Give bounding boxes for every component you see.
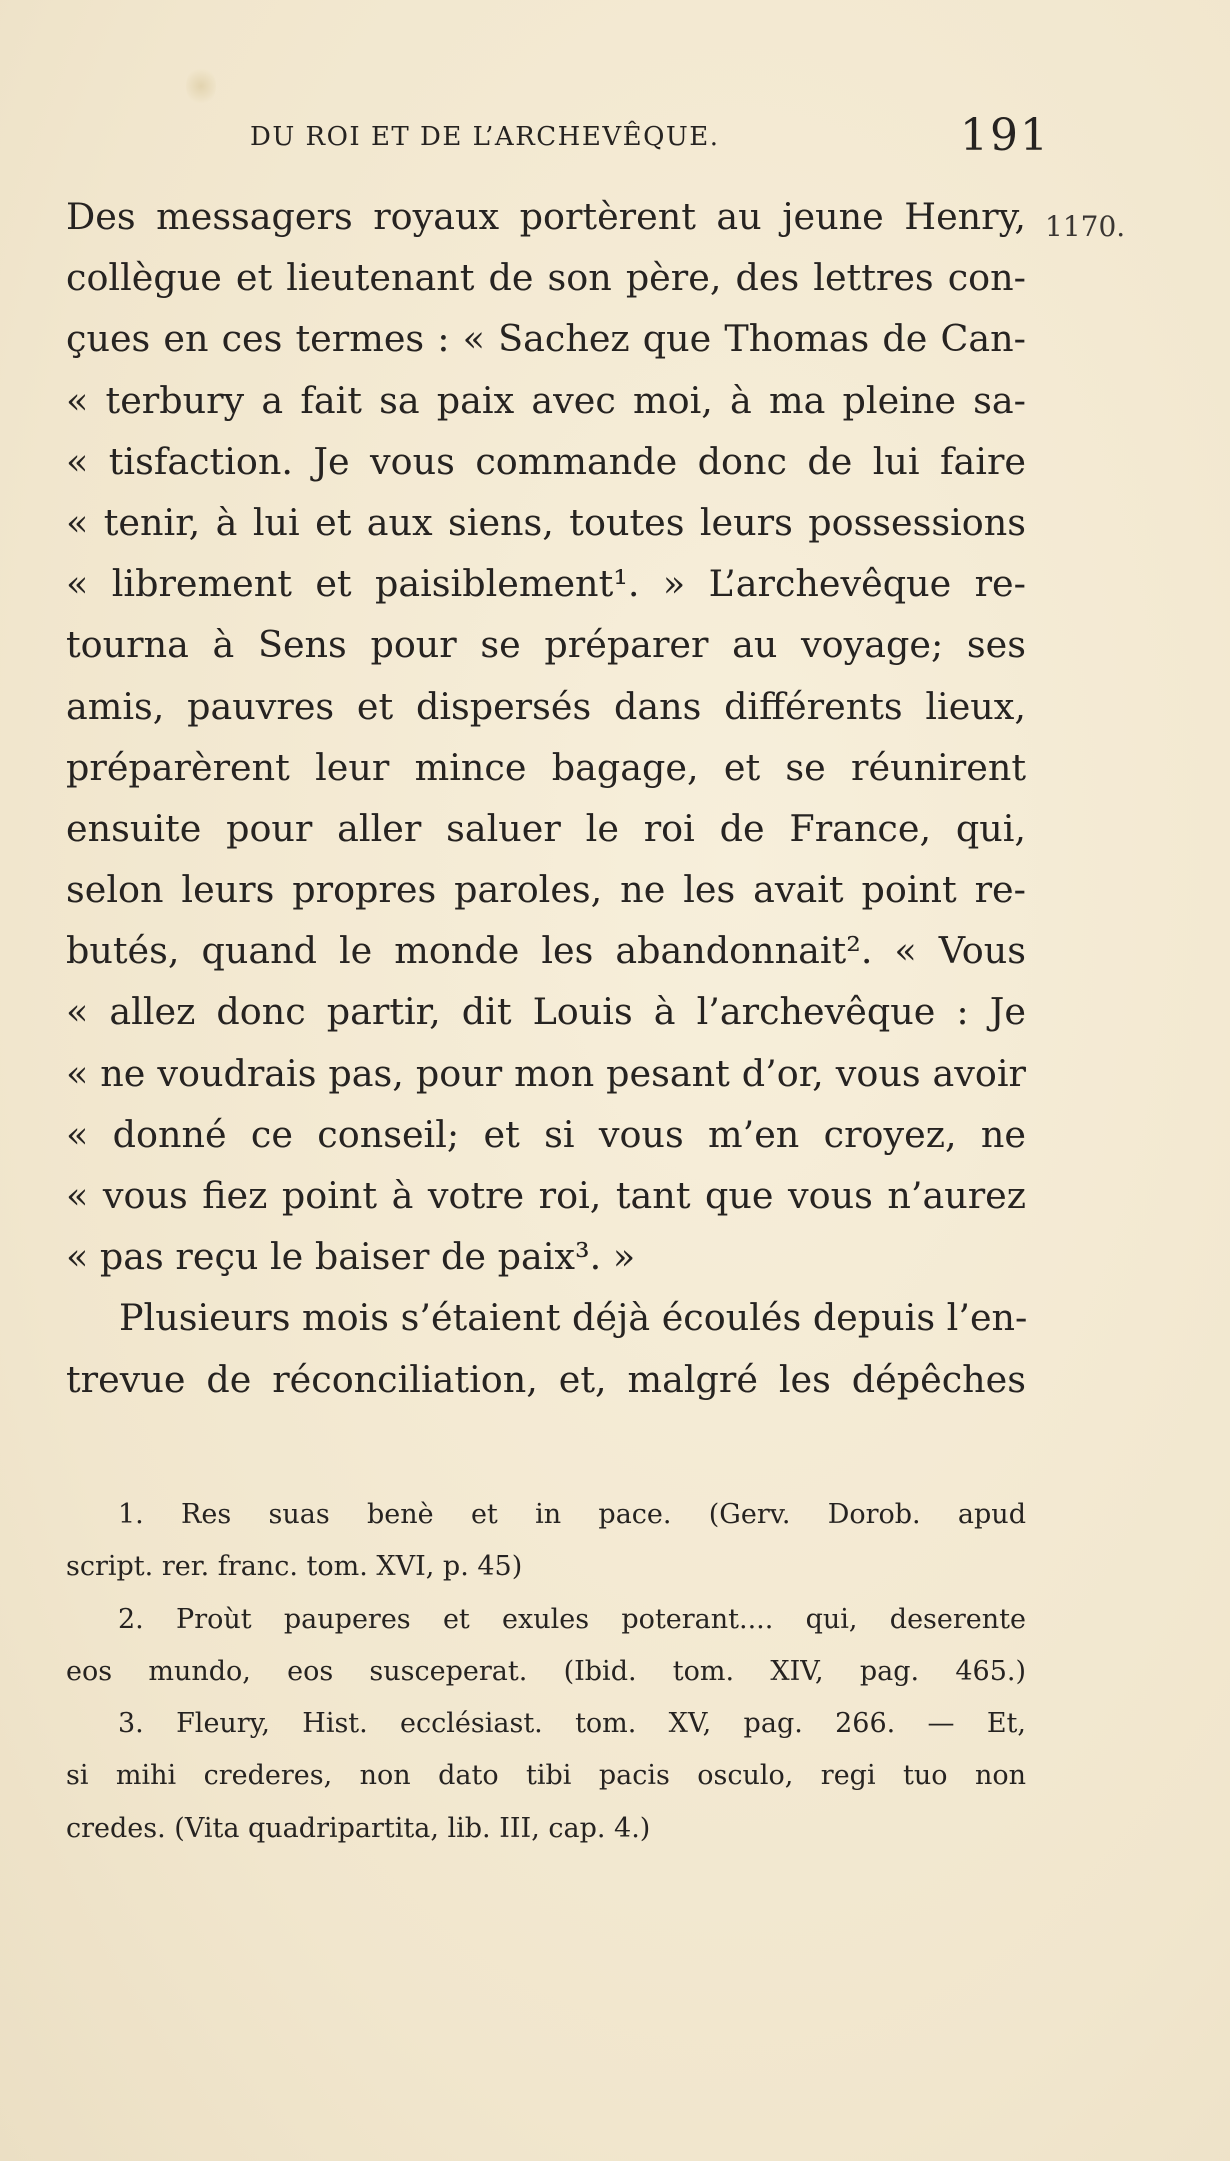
- paper-stain: [186, 66, 216, 106]
- text-line: ensuite pour aller saluer le roi de France, qui,: [66, 806, 1026, 850]
- footnote-line: si mihi crederes, non dato tibi pacis osculo, regi tuo non: [66, 1760, 1026, 1792]
- text-line: tourna à Sens pour se préparer au voyage; ses: [66, 623, 1026, 667]
- footnotes: [66, 1489, 1026, 1855]
- text-line: collègue et lieutenant de son père, des lettres con-: [66, 256, 1026, 300]
- text-line: « tenir, à lui et aux siens, toutes leurs possessions: [66, 500, 1026, 544]
- running-header: DU ROI ET DE L’ARCHEVÊQUE.: [250, 122, 720, 152]
- footnote-line: eos mundo, eos susceperat. (Ibid. tom. XIV, pag. 465.): [66, 1655, 1026, 1687]
- text-line: préparèrent leur mince bagage, et se réunirent: [66, 745, 1026, 789]
- text-line: « ne voudrais pas, pour mon pesant d’or, vous avoir: [66, 1051, 1026, 1095]
- text-line: « terbury a fait sa paix avec moi, à ma pleine sa-: [66, 378, 1026, 422]
- text-line: « librement et paisiblement¹. » L’archevêque re-: [66, 562, 1026, 606]
- text-line: « allez donc partir, dit Louis à l’archevêque : Je: [66, 990, 1026, 1034]
- text-line: « vous fiez point à votre roi, tant que vous n’aurez: [66, 1174, 1026, 1217]
- footnote-line: 3. Fleury, Hist. ecclésiast. tom. XV, pag. 266. — Et,: [118, 1708, 1026, 1740]
- footnote-line: script. rer. franc. tom. XVI, p. 45): [66, 1551, 523, 1583]
- text-line: trevue de réconciliation, et, malgré les dépêches: [66, 1357, 1026, 1401]
- page-number: 191: [960, 110, 1050, 161]
- text-line: çues en ces termes : « Sachez que Thomas de Can-: [66, 317, 1026, 361]
- footnote-line: credes. (Vita quadripartita, lib. III, cap. 4.): [66, 1812, 651, 1844]
- main-text: [66, 186, 1026, 1410]
- margin-year-note: 1170.: [1045, 210, 1126, 243]
- text-line: selon leurs propres paroles, ne les avait point re-: [66, 868, 1026, 912]
- text-line: butés, quand le monde les abandonnait². « Vous: [66, 929, 1026, 973]
- text-line: Plusieurs mois s’étaient déjà écoulés depuis l’en-: [119, 1296, 1028, 1340]
- footnote-line: 1. Res suas benè et in pace. (Gerv. Dorob. apud: [118, 1499, 1026, 1530]
- text-line: « tisfaction. Je vous commande donc de lui faire: [66, 439, 1026, 483]
- text-line: « pas reçu le baiser de paix³. »: [66, 1235, 636, 1279]
- text-line: Des messagers royaux portèrent au jeune Henry,: [66, 195, 1026, 238]
- footnote-line: 2. Proùt pauperes et exules poterant.... qui, deserente: [118, 1603, 1026, 1635]
- text-line: amis, pauvres et dispersés dans différents lieux,: [66, 684, 1026, 728]
- text-line: « donné ce conseil; et si vous m’en croyez, ne: [66, 1112, 1026, 1156]
